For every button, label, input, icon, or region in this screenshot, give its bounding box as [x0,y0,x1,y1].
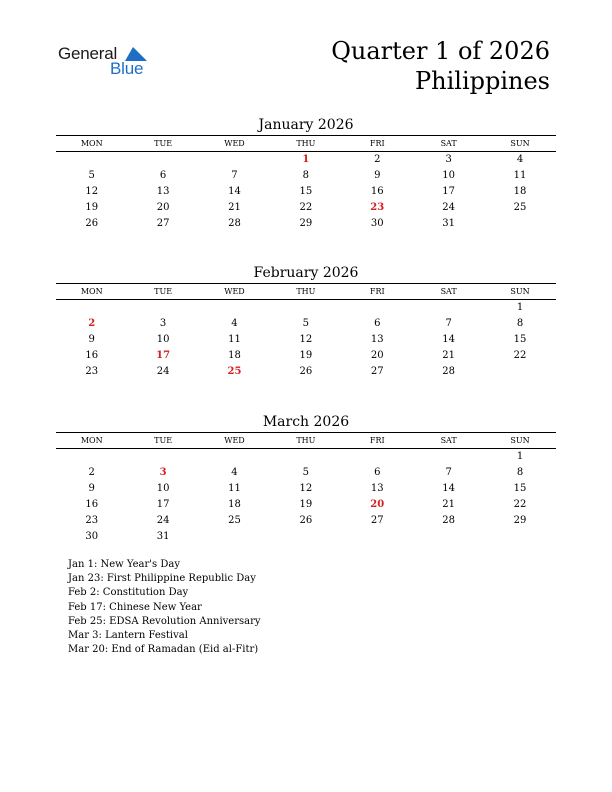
day-cell: 4 [231,467,238,478]
day-cell: 2 [374,154,381,165]
day-cell [413,449,484,465]
weekday-header: THU [296,139,316,148]
month-march [56,413,556,545]
day-cell: 19 [85,202,99,213]
day-cell: 25 [228,515,241,526]
weekday-header: WED [224,139,245,148]
week-row [56,348,556,364]
day-cell: 6 [374,467,381,478]
day-cell: 5 [302,467,310,478]
day-cell: 14 [442,334,456,345]
day-cell: 16 [85,350,99,361]
month-january [56,116,556,232]
week-row [56,465,556,481]
holiday-day-cell: 23 [370,202,385,213]
holiday-note: Jan 23: First Philippine Republic Day [68,573,256,585]
day-cell: 22 [513,499,527,510]
holiday-note: Mar 20: End of Ramadan (Eid al-Fitr) [68,644,259,656]
day-cell: 4 [231,318,238,329]
day-cell: 21 [442,499,456,510]
weekday-header: MON [80,436,103,445]
day-cell [342,449,413,465]
holiday-day-cell: 3 [159,467,167,478]
day-cell: 24 [442,202,456,213]
day-cell: 12 [85,186,99,197]
day-cell: 23 [85,515,99,526]
day-cell [199,300,270,316]
weekday-header-row [56,433,556,448]
day-cell: 14 [442,483,456,494]
week-row [56,529,556,545]
day-cell: 27 [370,515,384,526]
day-cell: 16 [85,499,99,510]
day-cell: 29 [513,515,527,526]
day-cell: 1 [516,451,524,462]
day-cell [199,449,270,465]
weekday-header: WED [224,436,245,445]
week-row [56,332,556,348]
weekday-header: THU [296,436,316,445]
holiday-day-cell: 20 [370,499,385,510]
day-cell: 12 [299,334,313,345]
weekday-header: SAT [440,287,457,296]
day-cell: 6 [159,170,167,181]
weekday-header-row [56,284,556,299]
day-cell: 6 [374,318,381,329]
holiday-note: Mar 3: Lantern Festival [68,630,188,642]
day-cell: 17 [442,186,456,197]
day-cell: 7 [445,467,452,478]
day-cell: 10 [156,334,170,345]
day-cell: 8 [516,467,524,478]
day-cell [413,300,484,316]
weekday-header: SAT [440,139,457,148]
day-cell: 19 [299,499,313,510]
day-cell: 20 [370,350,384,361]
day-cell [56,152,127,168]
day-cell: 26 [85,218,99,229]
weekday-header: MON [80,139,103,148]
weekday-header-row [56,136,556,151]
day-cell [484,364,555,380]
day-cell: 13 [370,483,384,494]
day-cell [342,529,413,545]
day-cell [413,529,484,545]
weekday-header: FRI [369,436,385,445]
weekday-header: TUE [154,287,173,296]
day-cell: 8 [516,318,524,329]
day-cell: 18 [228,499,241,510]
weekday-header: MON [80,287,103,296]
day-cell: 8 [302,170,310,181]
day-cell: 22 [299,202,313,213]
day-cell: 28 [228,218,241,229]
day-cell: 30 [370,218,384,229]
holiday-day-cell: 2 [88,318,96,329]
day-cell: 11 [228,483,241,494]
month-title: March 2026 [262,414,350,430]
month-title: February 2026 [253,265,359,281]
weekday-header: FRI [369,139,385,148]
weekday-header: SUN [510,436,530,445]
day-cell: 19 [299,350,313,361]
day-cell: 26 [299,366,313,377]
weekday-header: SUN [510,139,530,148]
day-cell: 4 [516,154,524,165]
day-cell: 25 [513,202,527,213]
day-cell: 11 [228,334,241,345]
week-row [56,513,556,529]
day-cell: 30 [85,531,99,542]
day-cell [56,300,127,316]
day-cell [56,449,127,465]
day-cell: 15 [513,483,527,494]
day-cell [127,300,198,316]
day-cell [127,152,198,168]
week-row [56,168,556,184]
day-cell: 17 [156,499,170,510]
weekday-header: SUN [510,287,530,296]
weekday-header: WED [224,287,245,296]
day-cell: 24 [156,515,170,526]
weekday-header: THU [296,287,316,296]
day-cell [484,216,555,232]
weekday-header: FRI [369,287,385,296]
holiday-note: Jan 1: New Year's Day [68,559,180,570]
title-quarter: Quarter 1 of 2026 [331,37,550,65]
day-cell: 1 [516,302,524,313]
day-cell: 15 [513,334,527,345]
weekday-header: TUE [154,139,173,148]
day-cell: 29 [299,218,313,229]
day-cell: 3 [159,318,167,329]
day-cell [342,300,413,316]
logo [58,44,158,84]
day-cell: 21 [228,202,241,213]
week-row [56,364,556,380]
day-cell: 18 [513,186,527,197]
day-cell: 22 [513,350,527,361]
week-row [56,449,556,465]
day-cell: 12 [299,483,313,494]
day-cell: 11 [513,170,527,181]
day-cell: 9 [88,483,95,494]
day-cell: 21 [442,350,456,361]
holiday-notes-list [68,558,261,657]
day-cell [199,152,270,168]
holiday-note: Feb 17: Chinese New Year [68,601,202,613]
week-row [56,300,556,316]
day-cell: 7 [445,318,452,329]
day-cell: 28 [442,366,456,377]
day-cell: 10 [156,483,170,494]
holiday-day-cell: 17 [156,350,171,361]
day-cell: 31 [442,218,456,229]
day-cell [270,449,341,465]
day-cell: 9 [88,334,95,345]
day-cell [484,529,555,545]
weekday-header: SAT [440,436,457,445]
day-cell: 10 [442,170,456,181]
holiday-day-cell: 1 [302,154,310,165]
day-cell: 31 [156,531,170,542]
day-cell: 13 [156,186,170,197]
week-row [56,481,556,497]
week-row [56,184,556,200]
week-row [56,497,556,513]
logo-general-text: General [58,44,118,63]
logo-blue-text: Blue [110,59,144,78]
day-cell: 3 [445,154,452,165]
day-cell: 27 [370,366,384,377]
day-cell: 16 [370,186,384,197]
day-cell: 18 [228,350,241,361]
holiday-note: Feb 25: EDSA Revolution Anniversary [68,615,261,627]
title-country: Philippines [414,67,550,95]
day-cell: 15 [299,186,313,197]
day-cell [270,300,341,316]
day-cell: 5 [302,318,310,329]
day-cell [270,529,341,545]
page-title [331,36,550,96]
holiday-note: Feb 2: Constitution Day [68,587,189,599]
week-row [56,216,556,232]
holiday-day-cell: 25 [227,366,242,377]
week-row [56,316,556,332]
day-cell: 7 [231,170,238,181]
day-cell: 24 [156,366,170,377]
day-cell: 14 [228,186,241,197]
day-cell [199,529,270,545]
month-february [56,264,556,380]
month-title: January 2026 [258,117,354,133]
day-cell: 28 [442,515,456,526]
day-cell [127,449,198,465]
week-row [56,152,556,168]
week-row [56,200,556,216]
day-cell: 2 [88,467,95,478]
day-cell: 5 [88,170,95,181]
day-cell: 23 [85,366,99,377]
day-cell: 26 [299,515,313,526]
day-cell: 13 [370,334,384,345]
weekday-header: TUE [154,436,173,445]
day-cell: 20 [156,202,170,213]
day-cell: 27 [156,218,170,229]
day-cell: 9 [374,170,381,181]
